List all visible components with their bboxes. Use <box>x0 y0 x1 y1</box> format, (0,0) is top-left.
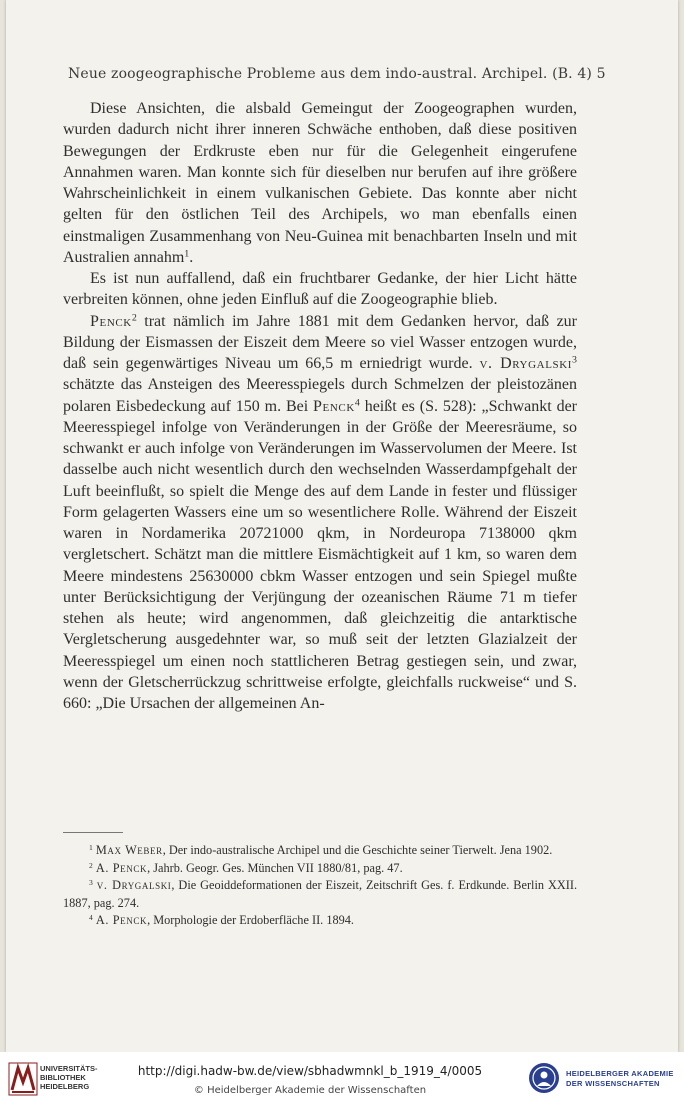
university-library-logo-icon[interactable] <box>8 1062 38 1096</box>
paragraph-text: heißt es (S. 528): „Schwankt der Meeresspiegel infolge von Veränderungen in der Größe der Meeresräume, so schwankt er auch infolge von Veränderungen im Wasservolumen der Meere. Ist dasselbe auch nicht wesentlich durch den wechselnden Wasserdampfgehalt der Luft beeinflußt, so spielt die Menge des auf dem Lande in fester und flüssiger Form gelagerten Wassers eine um so wesentlichere Rolle. Während der Eiszeit waren in Nordamerika 20721000 qkm, in Nordeuropa 7138000 qkm vergletschert. Schätzt man die mittlere Eismächtigkeit auf 1 km, so waren dem Meere mindestens 25630000 cbkm Wasser entzogen und sein Spiegel mußte unter Berücksichtigung der Verjüngung der ozeanischen Räume 71 m tiefer stehen als heute; wird angenommen, daß gleichzeitig die antarktische Vergletscherung ausgedehnter war, so muß seit der letzten Glazialzeit der Meeresspiegel um einen noch stattlicheren Betrag gestiegen sein, und zwar, wenn der Gletscherrückzug schrittweise erfolgte, gleichfalls ruckweise“ und S. 660: „Die Ursachen der allgemeinen An- <box>63 397 577 712</box>
academy-line: HEIDELBERGER AKADEMIE <box>566 1069 674 1078</box>
footnote-ref-4[interactable]: 4 <box>354 397 360 409</box>
paragraph-2: Es ist nun auffallend, daß ein fruchtbarer Gedanke, der hier Licht hätte verbreiten können, ohne jeden Einfluß auf die Zoogeographie blieb. <box>63 270 577 309</box>
footnote-2 <box>63 860 577 878</box>
footnote-number: 4 <box>89 913 93 923</box>
footnote-text: , Die Geoiddeformationen der Eiszeit, Zeitschrift Ges. f. Erdkunde. Berlin XXII. 1887, pag. 274. <box>63 878 578 910</box>
footer-bar <box>0 1052 684 1104</box>
paragraph-text: schätzte das Ansteigen des Meeresspiegels durch Schmelzen der pleistozänen polaren Eisbedeckung auf 150 m. Bei <box>63 376 577 415</box>
footnote-author: Max Weber <box>95 843 163 857</box>
academy-name[interactable] <box>566 1069 674 1088</box>
footnote-number: 1 <box>89 842 93 852</box>
footnote-text: , Der indo-australische Archipel und die Geschichte seiner Tierwelt. Jena 1902. <box>162 843 553 857</box>
author-name: Penck <box>313 397 355 415</box>
footnote-ref-2[interactable]: 2 <box>131 312 137 324</box>
scanned-page <box>6 0 678 1052</box>
footnote-4 <box>63 912 577 930</box>
academy-line: DER WISSENSCHAFTEN <box>566 1078 660 1088</box>
footnote-number: 2 <box>89 860 93 870</box>
footnote-ref-1[interactable]: 1 <box>184 248 190 260</box>
paragraph-1 <box>63 98 577 268</box>
footnotes <box>63 842 577 930</box>
permalink-url[interactable]: http://digi.hadw-bw.de/view/sbhadwmnkl_b_1919_4/0005 <box>137 1064 483 1078</box>
academy-seal-icon[interactable] <box>528 1062 560 1094</box>
paragraph-text: trat nämlich im Jahre 1881 mit dem Gedanken hervor, daß zur Bildung der Eismassen der Eiszeit dem Meere so viel Wasser entzogen wurde, daß sein gegenwärtiges Niveau um 66,5 m erniedrigt wurde. <box>63 312 577 372</box>
library-line: UNIVERSITÄTS- <box>40 1064 98 1073</box>
footnote-1 <box>63 842 577 860</box>
footnote-author: A. Penck <box>95 913 148 928</box>
university-library-name[interactable] <box>40 1064 98 1091</box>
paragraph-text: Diese Ansichten, die alsbald Gemeingut der Zoogeographen wurden, wurden dadurch nicht ihrer inneren Schwäche enthoben, daß diese positiven Bewegungen der Erdkruste eben nur für die Gelegenheit eingerufene Annahmen waren. Man konnte sich für dieselben nur berufen auf ihre größere Wahrscheinlichkeit in einem vulkanischen Gebiete. Das konnte aber nicht gelten für den östlichen Teil des Archipels, wo man ebenfalls einen einstmaligen Zusammenhang von Neu-Guinea mit benachbarten Inseln und mit Australien annahm <box>63 100 577 266</box>
footnote-text: , Morphologie der Erdoberfläche II. 1894. <box>147 913 354 928</box>
library-line: HEIDELBERG <box>40 1082 90 1091</box>
running-header: Neue zoogeographische Probleme aus dem indo-austral. Archipel. (B. 4) 5 <box>68 66 606 82</box>
footnote-3 <box>63 877 577 912</box>
copyright-notice: © Heidelberger Akademie der Wissenschaften <box>193 1085 427 1096</box>
footnote-author: v. Drygalski <box>96 878 172 893</box>
footnote-ref-3[interactable]: 3 <box>572 354 577 366</box>
footnote-number: 3 <box>89 878 93 887</box>
author-name: v. Drygalski <box>479 355 573 372</box>
paragraph-text: . <box>189 248 194 266</box>
author-name: Penck <box>90 312 132 330</box>
body-text <box>63 98 577 714</box>
footnote-author: A. Penck <box>95 860 148 875</box>
library-line: BIBLIOTHEK <box>40 1073 86 1082</box>
paragraph-3 <box>63 311 577 715</box>
footnote-text: , Jahrb. Geogr. Ges. München VII 1880/81, pag. 47. <box>147 860 403 875</box>
footnote-divider <box>63 832 123 833</box>
